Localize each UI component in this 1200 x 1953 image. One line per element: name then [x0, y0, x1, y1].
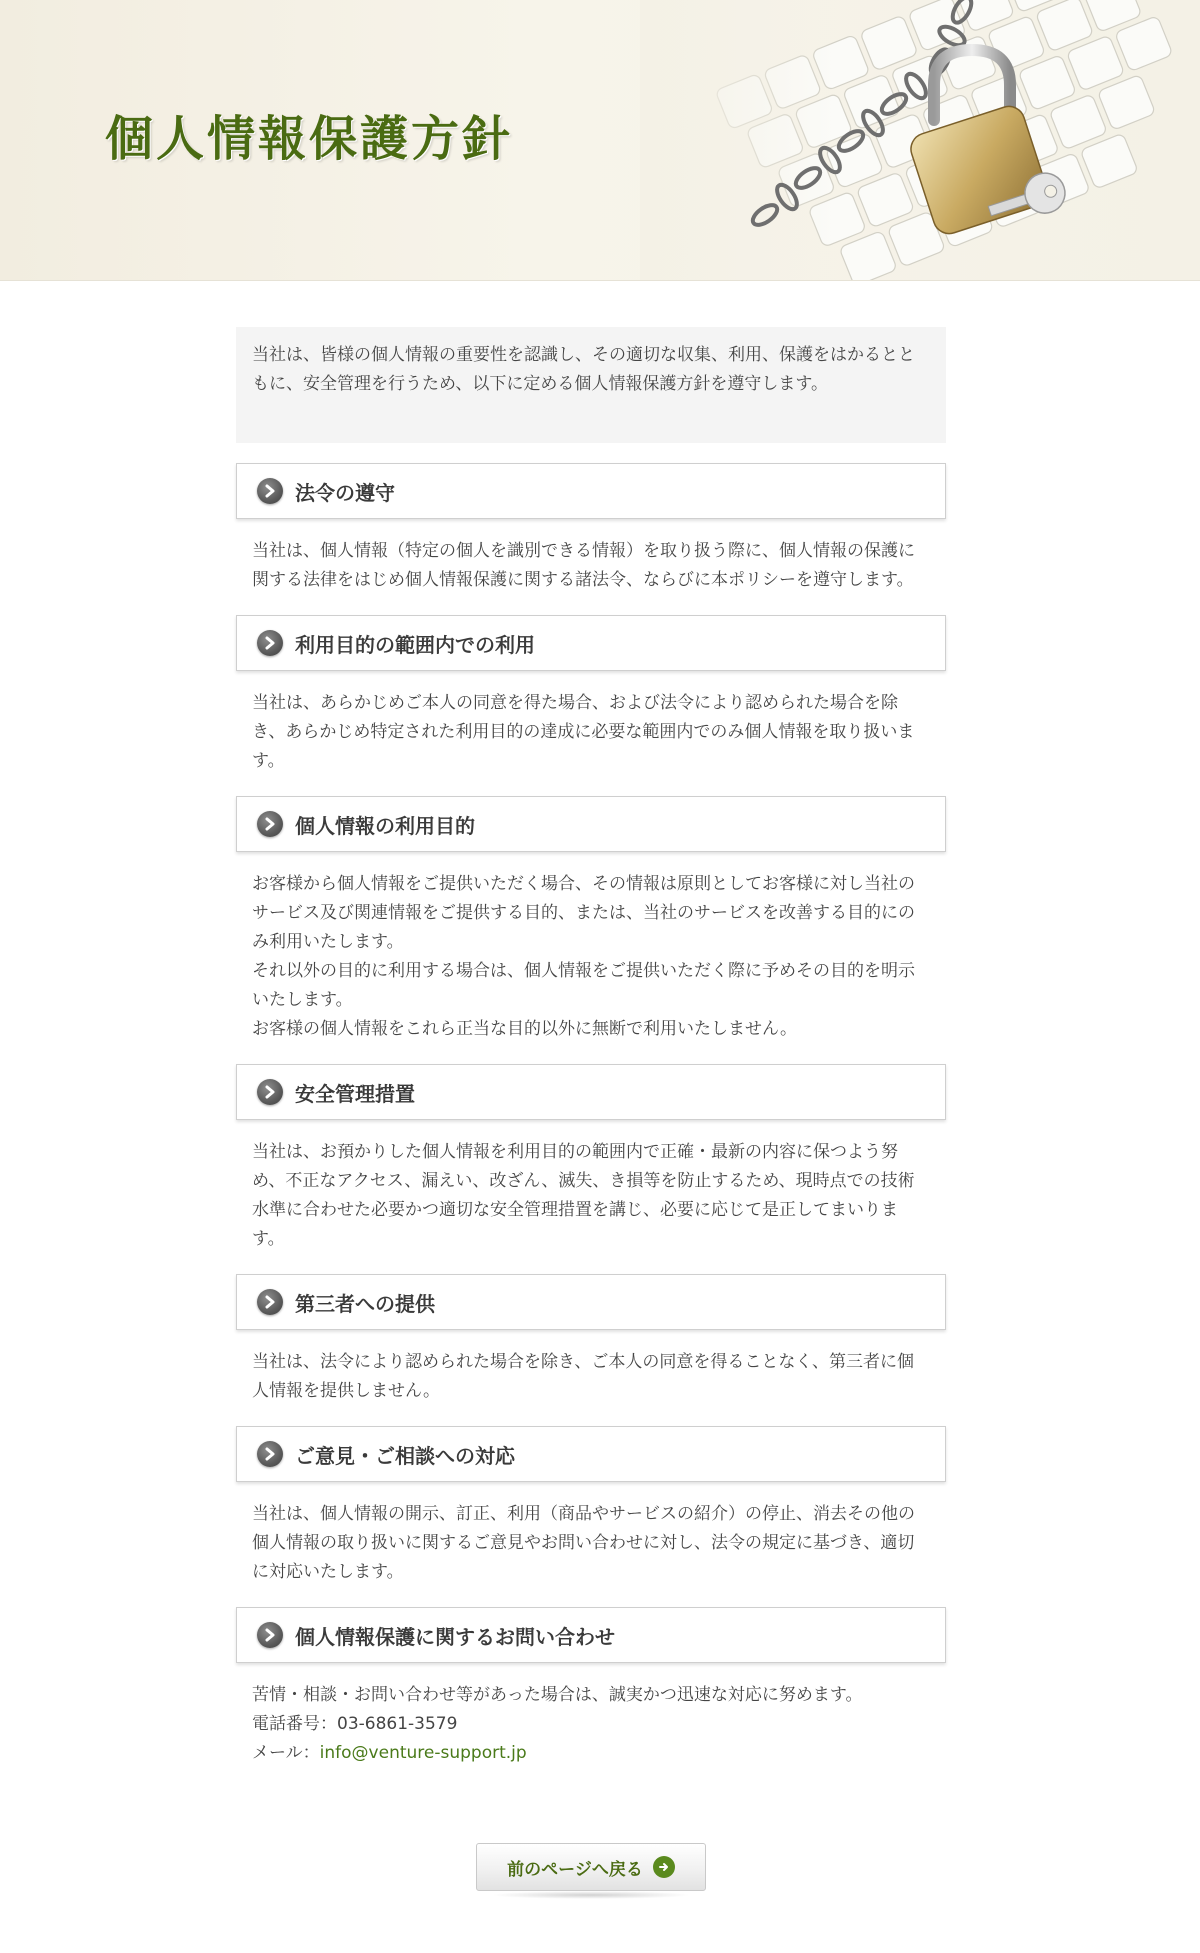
section-body: [236, 1120, 946, 1254]
arrow-right-icon: [257, 1622, 283, 1648]
section-paragraph: それ以外の目的に利用する場合は、個人情報をご提供いただく際に予めその目的を明示いたします。: [252, 961, 915, 1010]
section-title: 個人情報の利用目的: [295, 813, 475, 838]
contact-note: 苦情・相談・お問い合わせ等があった場合は、誠実かつ迅速な対応に努めます。: [252, 1685, 863, 1705]
section-heading-contact: [236, 1607, 946, 1663]
button-shadow: [491, 1891, 691, 1899]
back-button-label: 前のページへ戻る: [507, 1859, 643, 1880]
section-heading-security: [236, 1064, 946, 1120]
phone-number: 03-6861-3579: [337, 1714, 458, 1734]
email-link[interactable]: info@venture-support.jp: [319, 1743, 527, 1763]
arrow-right-icon: [257, 478, 283, 504]
section-title: 第三者への提供: [295, 1291, 435, 1316]
email-label: メール：: [252, 1743, 320, 1763]
section-paragraph: 当社は、個人情報（特定の個人を識別できる情報）を取り扱う際に、個人情報の保護に関する法律をはじめ個人情報保護に関する諸法令、ならびに本ポリシーを遵守します。: [252, 541, 915, 590]
policy-content: [236, 327, 946, 1768]
header-banner: [0, 0, 1200, 281]
contact-email-line: [252, 1739, 924, 1768]
section-title: 安全管理措置: [295, 1081, 415, 1106]
section-paragraph: お客様の個人情報をこれら正当な目的以外に無断で利用いたしません。: [252, 1019, 798, 1039]
section-body: [236, 1330, 946, 1406]
section-paragraph: 当社は、あらかじめご本人の同意を得た場合、および法令により認められた場合を除き、あらかじめ特定された利用目的の達成に必要な範囲内でのみ個人情報を取り扱います。: [252, 693, 915, 771]
arrow-right-icon: [257, 1289, 283, 1315]
arrow-right-icon: [257, 1079, 283, 1105]
section-body: [236, 1482, 946, 1587]
section-paragraph: 当社は、お預かりした個人情報を利用目的の範囲内で正確・最新の内容に保つよう努め、不正なアクセス、漏えい、改ざん、滅失、き損等を防止するため、現時点での技術水準に合わせた必要かつ適切な安全管理措置を講じ、必要に応じて是正してまいります。: [252, 1142, 915, 1249]
arrow-circle-right-icon: [653, 1856, 675, 1878]
section-body: [236, 519, 946, 595]
arrow-right-icon: [257, 630, 283, 656]
arrow-right-icon: [257, 1441, 283, 1467]
section-body: [236, 852, 946, 1044]
section-heading-purpose-scope: [236, 615, 946, 671]
section-paragraph: 当社は、個人情報の開示、訂正、利用（商品やサービスの紹介）の停止、消去その他の個人情報の取り扱いに関するご意見やお問い合わせに対し、法令の規定に基づき、適切に対応いたします。: [252, 1504, 915, 1582]
back-button-wrapper: [476, 1843, 706, 1897]
back-button[interactable]: [476, 1843, 706, 1891]
section-paragraph: 当社は、法令により認められた場合を除き、ご本人の同意を得ることなく、第三者に個人情報を提供しません。: [252, 1352, 914, 1401]
section-paragraph: お客様から個人情報をご提供いただく場合、その情報は原則としてお客様に対し当社のサービス及び関連情報をご提供する目的、または、当社のサービスを改善する目的にのみ利用いたします。: [252, 874, 915, 952]
section-heading-usage-purpose: [236, 796, 946, 852]
page-title: 個人情報保護方針: [105, 111, 514, 167]
section-title: 法令の遵守: [295, 480, 395, 505]
phone-label: 電話番号：: [252, 1714, 337, 1734]
section-body: [236, 671, 946, 776]
intro-text: 当社は、皆様の個人情報の重要性を認識し、その適切な収集、利用、保護をはかるとともに、安全管理を行うため、以下に定める個人情報保護方針を遵守します。: [236, 327, 946, 443]
arrow-right-icon: [257, 811, 283, 837]
contact-phone-line: [252, 1710, 924, 1739]
section-heading-inquiries: [236, 1426, 946, 1482]
contact-body: [236, 1663, 946, 1768]
section-heading-compliance: [236, 463, 946, 519]
section-title: 個人情報保護に関するお問い合わせ: [295, 1624, 615, 1649]
section-title: ご意見・ご相談への対応: [295, 1443, 515, 1468]
keyboard-lock-illustration: [640, 0, 1200, 280]
section-heading-third-party: [236, 1274, 946, 1330]
section-title: 利用目的の範囲内での利用: [295, 632, 535, 657]
